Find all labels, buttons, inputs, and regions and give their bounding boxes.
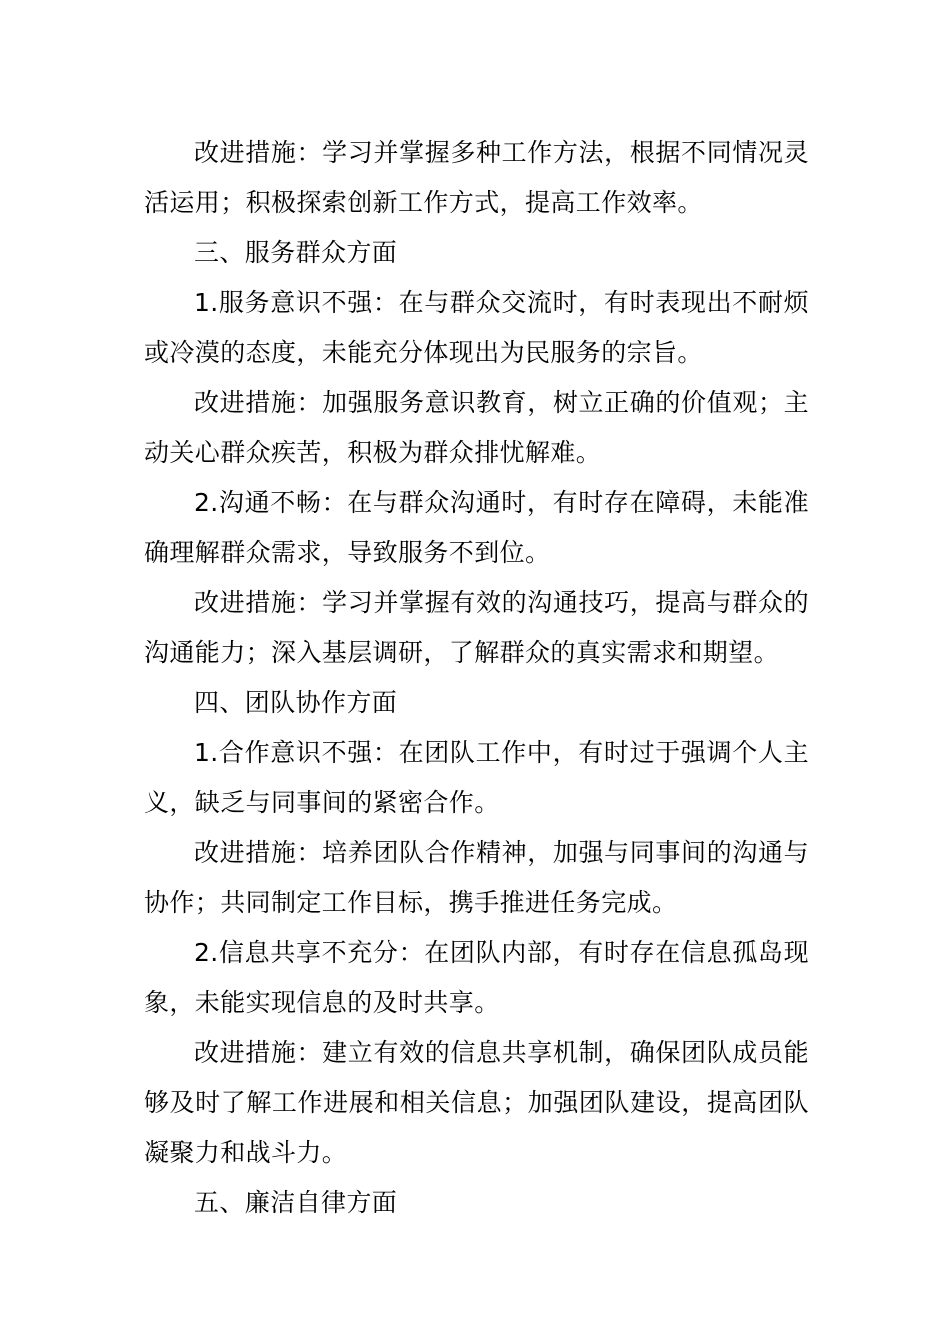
paragraph-improvement-measures-service: 改进措施：加强服务意识教育，树立正确的价值观；主动关心群众疾苦，积极为群众排忧解难。 (144, 388, 809, 467)
paragraph-improvement-measures-work-methods: 改进措施：学习并掌握多种工作方法，根据不同情况灵活运用；积极探索创新工作方式，提高工作效率。 (144, 138, 809, 217)
section-heading-teamwork: 四、团队协作方面 (194, 688, 398, 717)
paragraph-improvement-measures-communication: 改进措施：学习并掌握有效的沟通技巧，提高与群众的沟通能力；深入基层调研，了解群众的真实需求和期望。 (144, 588, 809, 667)
paragraph-poor-communication: 2.沟通不畅：在与群众沟通时，有时存在障碍，未能准确理解群众需求，导致服务不到位。 (144, 488, 809, 567)
document-body (144, 128, 809, 1228)
paragraph-service-awareness: 1.服务意识不强：在与群众交流时，有时表现出不耐烦或冷漠的态度，未能充分体现出为民服务的宗旨。 (144, 288, 809, 367)
section-heading-serving-public: 三、服务群众方面 (194, 238, 398, 267)
paragraph-improvement-measures-cooperation: 改进措施：培养团队合作精神，加强与同事间的沟通与协作；共同制定工作目标，携手推进任务完成。 (144, 838, 809, 917)
paragraph-information-sharing: 2.信息共享不充分：在团队内部，有时存在信息孤岛现象，未能实现信息的及时共享。 (144, 938, 809, 1017)
paragraph-cooperation-awareness: 1.合作意识不强：在团队工作中，有时过于强调个人主义，缺乏与同事间的紧密合作。 (144, 738, 809, 817)
section-heading-integrity-self-discipline: 五、廉洁自律方面 (194, 1188, 398, 1217)
paragraph-improvement-measures-information-sharing: 改进措施：建立有效的信息共享机制，确保团队成员能够及时了解工作进展和相关信息；加强团队建设，提高团队凝聚力和战斗力。 (144, 1038, 809, 1167)
